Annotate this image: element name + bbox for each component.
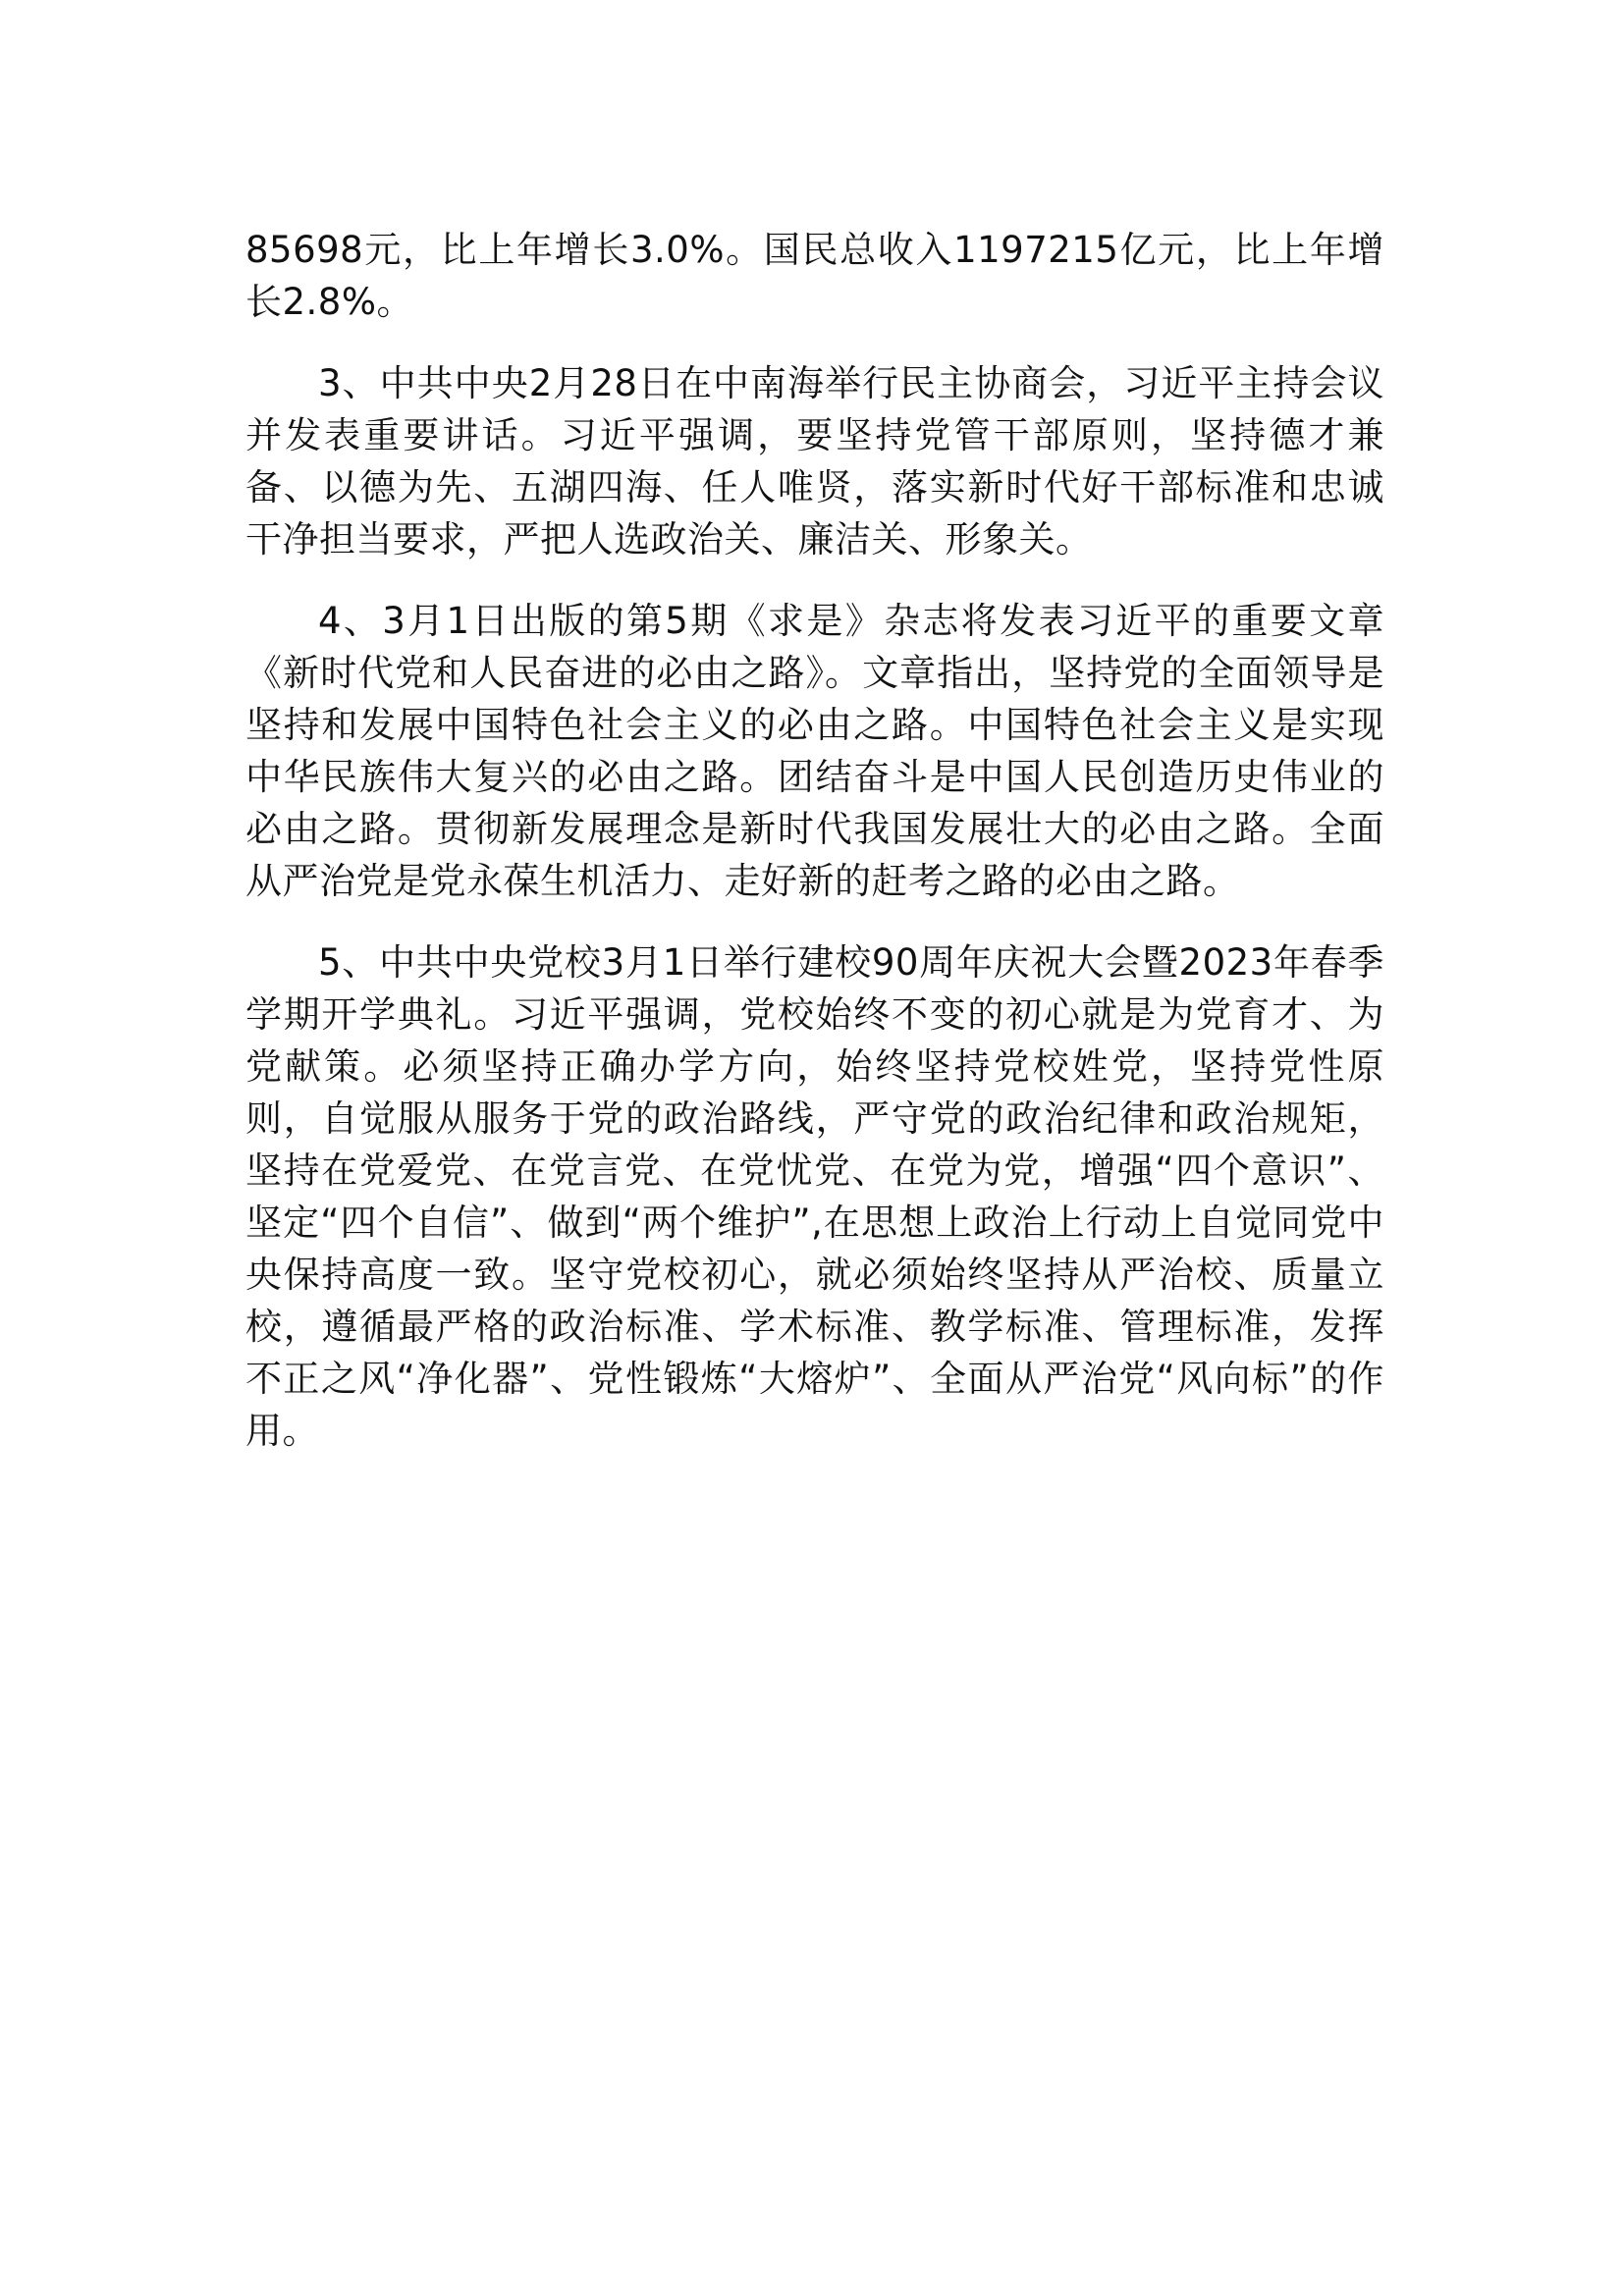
paragraph-item-4: 4、3月1日出版的第5期《求是》杂志将发表习近平的重要文章《新时代党和人民奋进的必由之路》。文章指出，坚持党的全面领导是坚持和发展中国特色社会主义的必由之路。中国特色社会主义是实现中华民族伟大复兴的必由之路。团结奋斗是中国人民创造历史伟业的必由之路。贯彻新发展理念是新时代我国发展壮大的必由之路。全面从严治党是党永葆生机活力、走好新的赶考之路的必由之路。: [245, 600, 1384, 902]
paragraph-item-3: 3、中共中央2月28日在中南海举行民主协商会，习近平主持会议并发表重要讲话。习近平强调，要坚持党管干部原则，坚持德才兼备、以德为先、五湖四海、任人唯贤，落实新时代好干部标准和忠诚干净担当要求，严把人选政治关、廉洁关、形象关。: [245, 362, 1384, 561]
document-body: [245, 224, 1384, 1486]
paragraph-continuation: 85698元，比上年增长3.0%。国民总收入1197215亿元，比上年增长2.8%。: [245, 229, 1384, 323]
paragraph-item-5: 5、中共中央党校3月1日举行建校90周年庆祝大会暨2023年春季学期开学典礼。习近平强调，党校始终不变的初心就是为党育才、为党献策。必须坚持正确办学方向，始终坚持党校姓党，坚持党性原则，自觉服从服务于党的政治路线，严守党的政治纪律和政治规矩，坚持在党爱党、在党言党、在党忧党、在党为党，增强“四个意识”、坚定“四个自信”、做到“两个维护”,在思想上政治上行动上自觉同党中央保持高度一致。坚守党校初心，就必须始终坚持从严治校、质量立校，遵循最严格的政治标准、学术标准、教学标准、管理标准，发挥不正之风“净化器”、党性锻炼“大熔炉”、全面从严治党“风向标”的作用。: [245, 941, 1384, 1452]
